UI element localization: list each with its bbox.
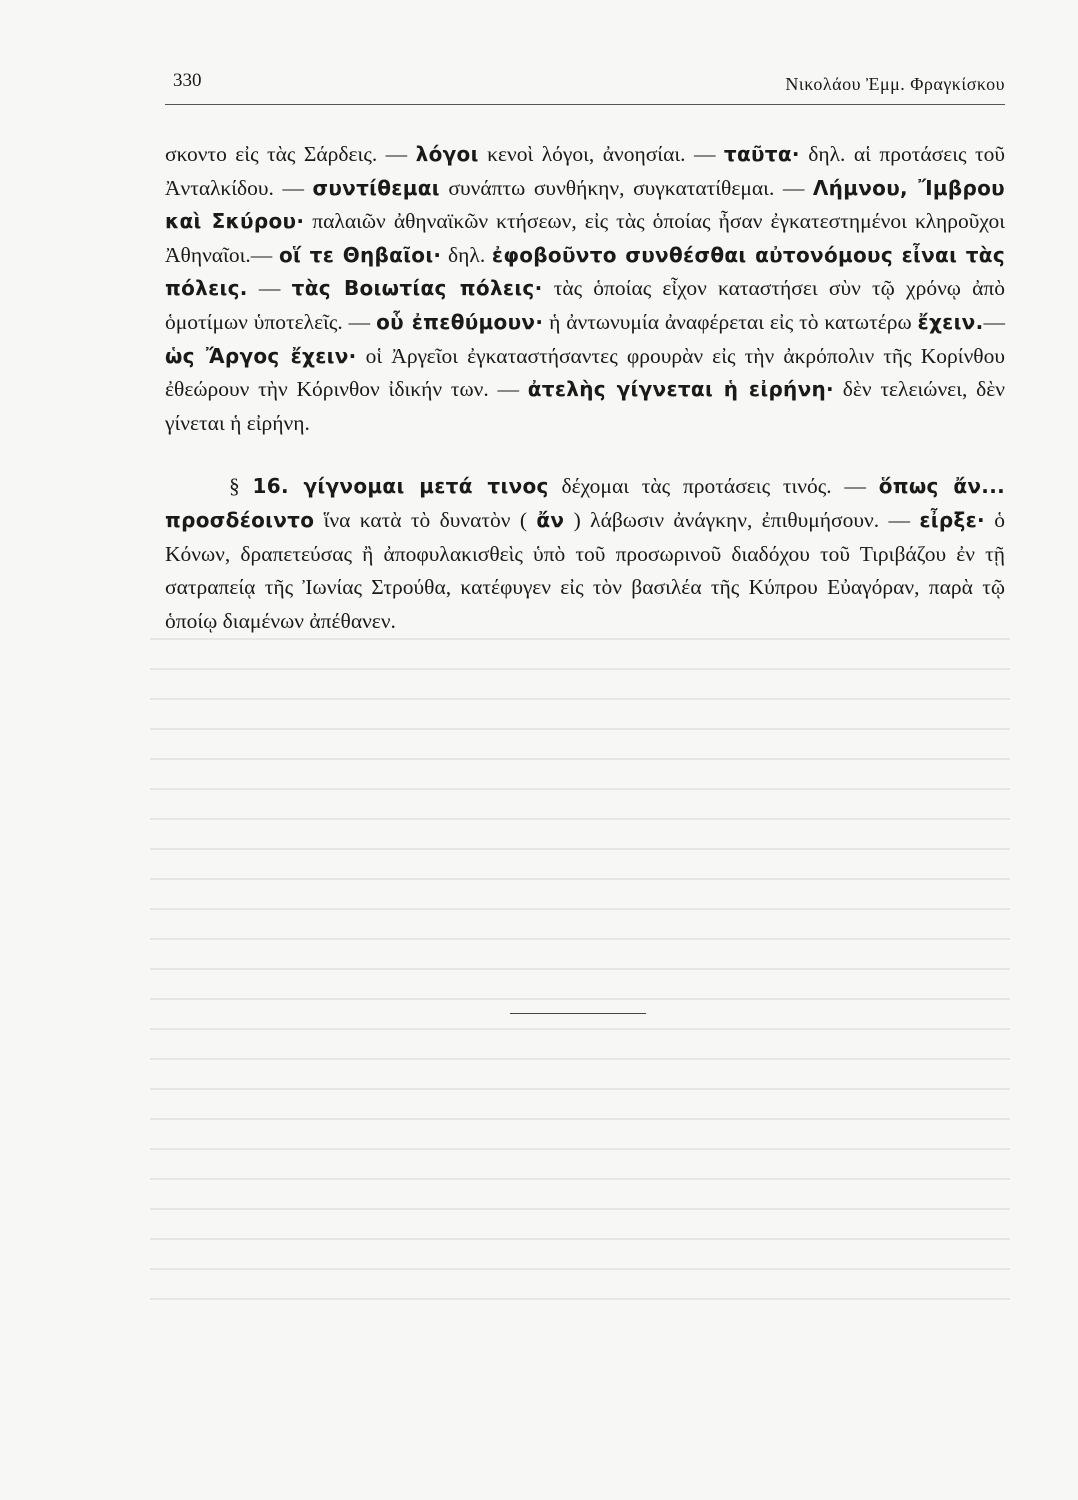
lemma: ὅπως ἄν... προσδέοιντο xyxy=(165,474,1005,532)
text-run: ἵνα κατὰ τὸ δυνατὸν ( xyxy=(314,507,537,532)
commentary-text xyxy=(165,138,1005,638)
text-run: δηλ. xyxy=(441,242,492,267)
lemma: ἐφοβοῦντο συνθέσθαι αὐτονόμους εἶναι τὰς πόλεις. xyxy=(165,242,1005,301)
running-head: Νικολάου Ἐμμ. Φραγκίσκου xyxy=(785,74,1005,94)
text-run: δέχομαι τὰς προτάσεις τινός. — xyxy=(548,474,879,499)
lemma: οὗ ἐπεθύμουν· xyxy=(376,309,544,334)
text-run: κενοὶ λόγοι, ἀνοησίαι. — xyxy=(478,142,724,166)
text-run: παλαιῶν ἀθηναϊκῶν κτήσεων, εἰς τὰς ὁποίας ἦσαν ἐγκατεστημένοι κληροῦχοι Ἀθηναῖοι.— xyxy=(165,209,1005,267)
lemma: λόγοι xyxy=(415,142,479,166)
end-divider xyxy=(510,1013,646,1014)
lemma: 16. γίγνομαι μετά τινος xyxy=(252,474,549,499)
bleed-through xyxy=(150,610,1010,1350)
text-run: σκοντο εἰς τὰς Σάρδεις. — xyxy=(165,142,416,166)
lemma: Λήμνου, Ἴμβρου καὶ Σκύρου· xyxy=(165,175,1005,234)
text-run: ἡ ἀντωνυμία ἀναφέρεται εἰς τὸ κατωτέρω xyxy=(543,309,918,334)
text-run: ) λάβωσιν ἀνάγκην, ἐπιθυμήσουν. — xyxy=(564,507,920,532)
text-run: — xyxy=(247,276,292,301)
text-run: ὁ Κόνων, δραπετεύσας ἢ ἀποφυλακισθεὶς ὑπὸ τοῦ προσωρινοῦ διαδόχου τοῦ Τιριβάζου ἐν τῇ σατραπείᾳ τῆς Ἰωνίας Στρούθα, κατέφυγεν εἰς τὸν βασιλέα τῆς Κύπρου Εὐαγόραν, παρὰ τῷ ὁποίῳ διαμένων ἀπέθανεν. xyxy=(165,507,1005,633)
lemma: οἵ τε Θηβαῖοι· xyxy=(278,242,442,267)
text-run: δηλ. αἱ προτάσεις τοῦ Ἀνταλκίδου. — xyxy=(165,142,1005,200)
lemma: ἔχειν. xyxy=(917,309,984,334)
text-run: οἱ Ἀργεῖοι ἐγκαταστήσαντες φρουρὰν εἰς τὴν ἀκρόπολιν τῆς Κορίνθου ἐθεώρουν τὴν Κόρινθον ἰδικήν των. — xyxy=(165,343,1005,402)
lemma: ταῦτα· xyxy=(723,142,800,166)
page-header xyxy=(165,70,1005,105)
page-number: 330 xyxy=(173,70,202,91)
lemma: συντίθεμαι xyxy=(312,175,440,200)
lemma: ἄν xyxy=(536,507,565,532)
lemma: τὰς Βοιωτίας πόλεις· xyxy=(291,276,543,301)
text-run: συνάπτω συνθήκην, συγκατατίθεμαι. — xyxy=(439,175,813,200)
section-sign: § xyxy=(229,474,253,499)
paragraph-2 xyxy=(165,470,1005,638)
lemma: εἶρξε· xyxy=(919,507,985,532)
text-run: δὲν τελειώνει, δὲν γίνεται ἡ εἰρήνη. xyxy=(165,377,1005,435)
text-run: — xyxy=(983,309,1005,334)
paragraph-1 xyxy=(165,138,1005,440)
lemma: ἀτελὴς γίγνεται ἡ εἰρήνη· xyxy=(527,377,834,402)
text-run: τὰς ὁποίας εἶχον καταστήσει σὺν τῷ χρόνῳ ἀπὸ ὁμοτίμων ὑποτελεῖς. — xyxy=(165,276,1006,334)
lemma: ὡς Ἄργος ἔχειν· xyxy=(165,343,357,368)
